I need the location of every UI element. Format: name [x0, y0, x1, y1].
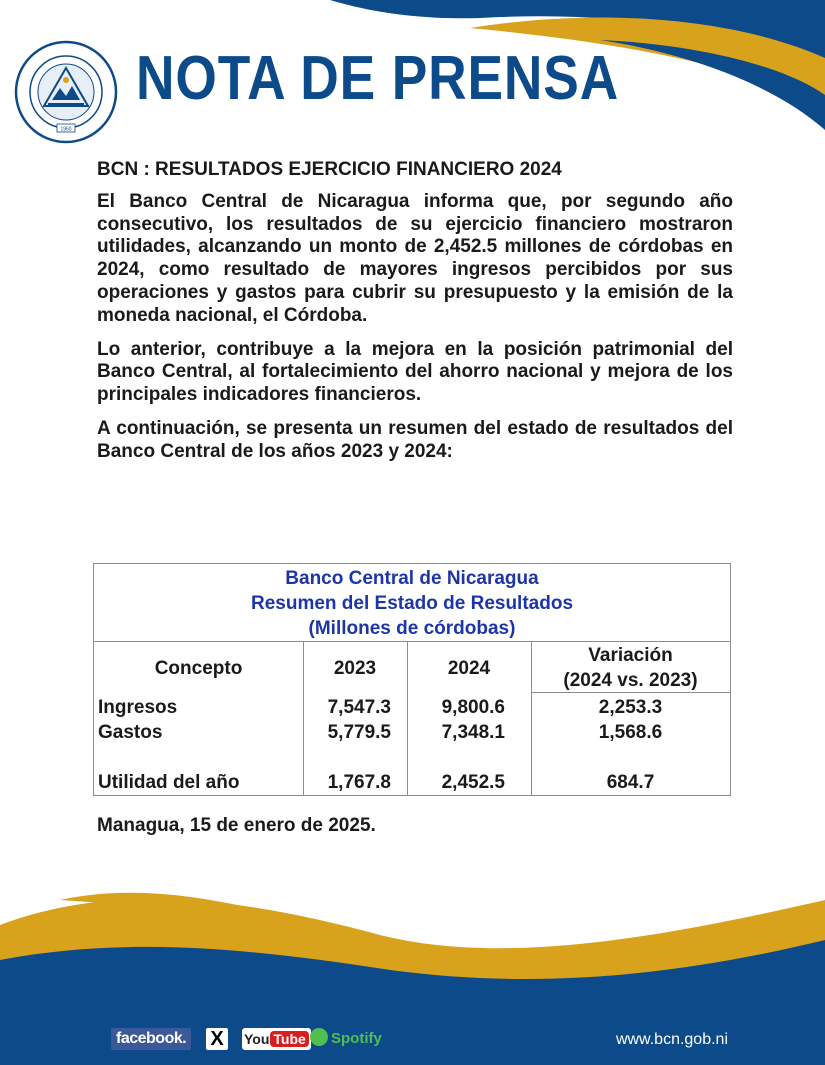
- table-title-line-1: Banco Central de Nicaragua: [285, 568, 539, 589]
- spotify-label: Spotify: [331, 1030, 382, 1047]
- paragraph-1: El Banco Central de Nicaragua informa que, por segundo año consecutivo, los resultados de su ejercicio financiero mostraron utilidades, alcanzando un monto de 2,452.5 millones de córdobas en 2024, como resultado de mayores ingresos percibidos por sus operaciones y gastos para cubrir su presupuesto y la emisión de la moneda nacional, el Córdoba.: [97, 190, 733, 326]
- row-ingresos-2024: 9,800.6: [441, 697, 505, 718]
- footer-social-bar: [0, 1020, 825, 1060]
- dateline: Managua, 15 de enero de 2025.: [97, 815, 376, 836]
- x-link[interactable]: X: [206, 1028, 228, 1050]
- bcn-seal-logo: [14, 40, 118, 144]
- spotify-link[interactable]: [310, 1029, 382, 1049]
- paragraph-2: Lo anterior, contribuye a la mejora en la posición patrimonial del Banco Central, al fortalecimiento del ahorro nacional y mejora de los principales indicadores financieros.: [97, 338, 733, 406]
- header-variacion: Variación: [588, 645, 673, 666]
- facebook-link[interactable]: facebook.: [111, 1028, 191, 1050]
- row-utilidad-variacion: 684.7: [606, 772, 655, 793]
- table-title: [94, 566, 730, 641]
- row-ingresos-label: Ingresos: [98, 697, 178, 718]
- row-gastos-label: Gastos: [98, 722, 163, 743]
- row-gastos-2024: 7,348.1: [441, 722, 505, 743]
- paragraph-3: A continuación, se presenta un resumen del estado de resultados del Banco Central de los años 2023 y 2024:: [97, 417, 733, 462]
- results-table: [93, 563, 731, 796]
- table-title-line-3: (Millones de córdobas): [308, 618, 516, 639]
- youtube-you: You: [244, 1031, 270, 1047]
- row-gastos-2023: 5,779.5: [327, 722, 391, 743]
- row-utilidad-label: Utilidad del año: [98, 772, 240, 793]
- header-2024: 2024: [447, 658, 491, 679]
- youtube-tube: Tube: [270, 1031, 308, 1047]
- row-gastos-variacion: 1,568.6: [598, 722, 663, 743]
- header-concepto: Concepto: [154, 658, 243, 679]
- header-variacion-sub: (2024 vs. 2023): [563, 670, 698, 691]
- row-utilidad-2024: 2,452.5: [441, 772, 505, 793]
- spotify-icon: [310, 1028, 328, 1046]
- row-ingresos-2023: 7,547.3: [327, 697, 391, 718]
- svg-text:1960: 1960: [60, 126, 72, 133]
- row-ingresos-variacion: 2,253.3: [598, 697, 663, 718]
- table-divider: [94, 641, 730, 642]
- row-utilidad-2023: 1,767.8: [327, 772, 391, 793]
- youtube-link[interactable]: [242, 1028, 311, 1050]
- header-2023: 2023: [333, 658, 377, 679]
- headline: NOTA DE PRENSA: [136, 44, 620, 113]
- article-body: [97, 158, 733, 475]
- article-subtitle: BCN : RESULTADOS EJERCICIO FINANCIERO 2024: [97, 159, 562, 180]
- table-title-line-2: Resumen del Estado de Resultados: [250, 593, 574, 614]
- website-link[interactable]: www.bcn.gob.ni: [615, 1031, 728, 1048]
